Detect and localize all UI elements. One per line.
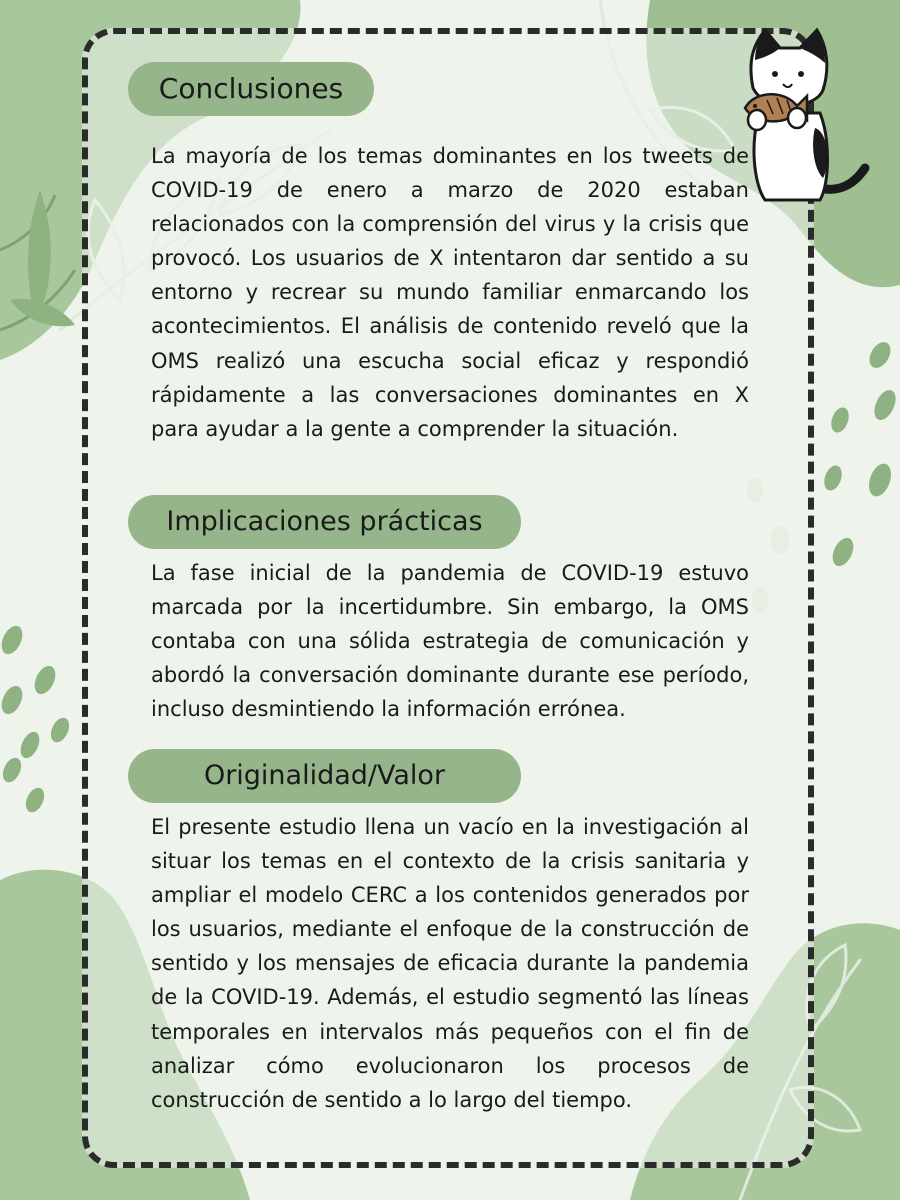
paragraph-originalidad: El presente estudio llena un vacío en la investigación al situar los temas en el contexto de la crisis sanitaria y ampliar el modelo CERC a los contenidos generados por los usuarios, mediante el enfoque de la construcción de sentido y los mensajes de eficacia durante la pandemia de la COVID-19. Además, el estudio segmentó las líneas temporales en intervalos más pequeños con el fin de analizar cómo evolucionaron los procesos de construcción de sentido a lo largo del tiempo. bbox=[151, 815, 749, 1112]
paragraph-implicaciones: La fase inicial de la pandemia de COVID-19 estuvo marcada por la incertidumbre. Sin embargo, la OMS contaba con una sólida estrategia de comunicación y abordó la conversación dominante durante ese período, incluso desmintiendo la información errónea. bbox=[151, 561, 749, 722]
dots-left bbox=[0, 623, 73, 816]
section-title-originalidad: Originalidad/Valor bbox=[128, 749, 521, 803]
dots-right bbox=[821, 338, 900, 569]
section-title-conclusiones: Conclusiones bbox=[128, 62, 374, 116]
paragraph-conclusiones: La mayoría de los temas dominantes en los tweets de COVID-19 de enero a marzo de 2020 estaban relacionados con la comprensión del virus y la crisis que provocó. Los usuarios de X intentaron dar sentido a su entorno y recrear su mundo familiar enmarcando los acontecimientos. El análisis de contenido reveló que la OMS realizó una escucha social eficaz y respondió rápidamente a las conversaciones dominantes en X para ayudar a la gente a comprender la situación. bbox=[151, 144, 749, 441]
section-title-implicaciones: Implicaciones prácticas bbox=[128, 495, 521, 549]
